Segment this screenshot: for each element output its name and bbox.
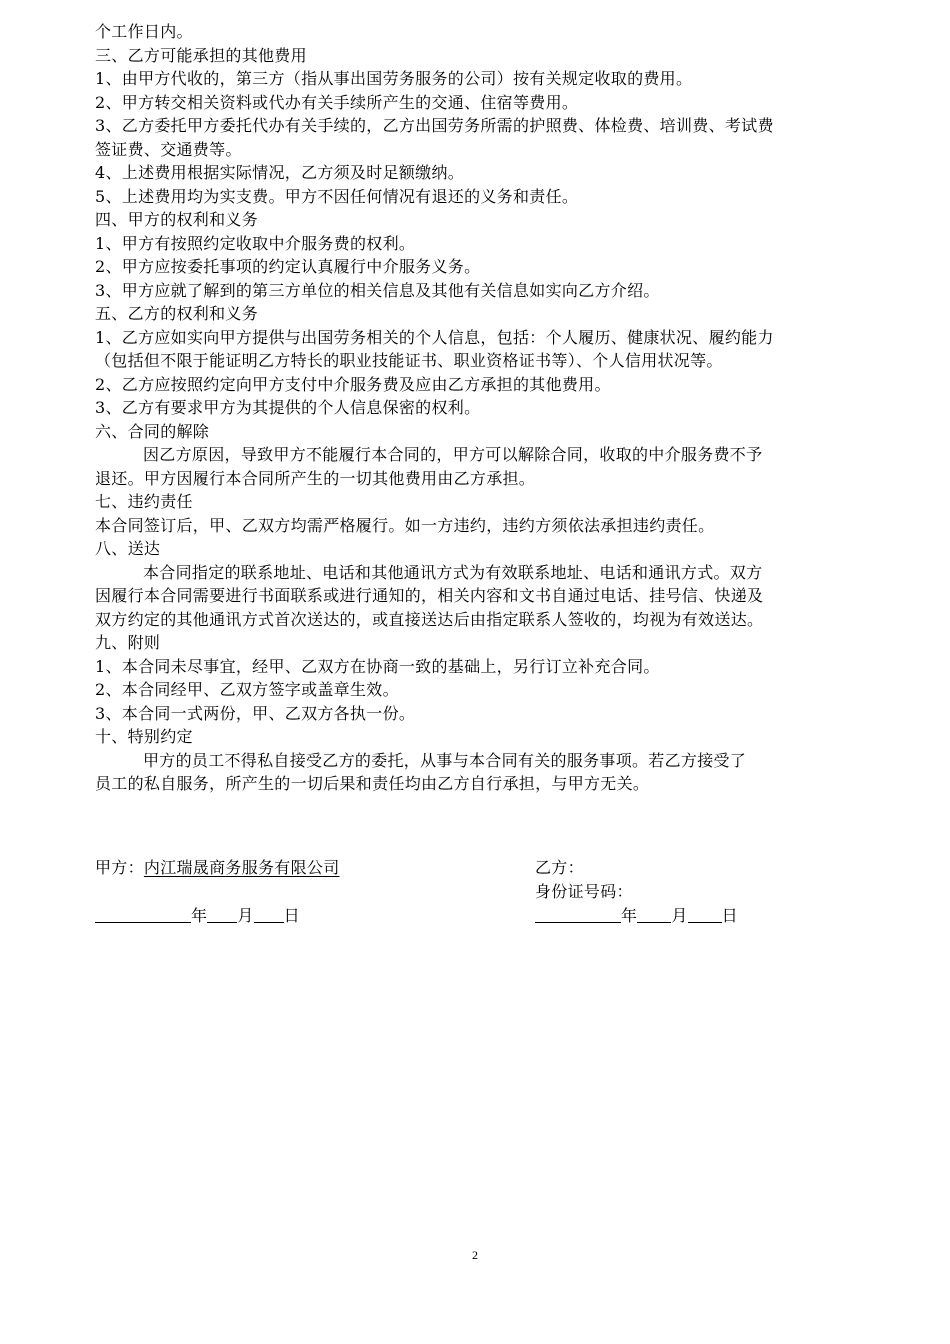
page-number: 2 xyxy=(472,1248,478,1262)
text-line: 1、乙方应如实向甲方提供与出国劳务相关的个人信息，包括：个人履历、健康状况、履约能力 xyxy=(95,327,774,347)
text-line: 3、本合同一式两份，甲、乙双方各执一份。 xyxy=(95,703,416,723)
text-line: 3、乙方有要求甲方为其提供的个人信息保密的权利。 xyxy=(95,398,481,417)
text-line: 员工的私自服务，所产生的一切后果和责任均由乙方自行承担，与甲方无关。 xyxy=(95,774,650,793)
text-line: 1、由甲方代收的，第三方（指从事出国劳务服务的公司）按有关规定收取的费用。 xyxy=(95,69,693,88)
day-label: 日 xyxy=(721,906,738,925)
party-b-signature-block xyxy=(535,856,875,928)
text-line: 退还。甲方因履行本合同所产生的一切其他费用由乙方承担。 xyxy=(95,468,536,488)
party-a-line xyxy=(95,856,455,880)
day-label: 日 xyxy=(283,906,300,925)
month-label: 月 xyxy=(237,906,254,925)
contract-body xyxy=(95,20,875,796)
text-line: 七、违约责任 xyxy=(95,492,193,511)
text-line: 三、乙方可能承担的其他费用 xyxy=(95,45,307,65)
party-a-name: 内江瑞晟商务服务有限公司 xyxy=(143,858,340,877)
party-b-label: 乙方： xyxy=(535,858,584,877)
month-label: 月 xyxy=(671,906,688,925)
party-a-label: 甲方： xyxy=(95,858,144,877)
text-line: 本合同指定的联系地址、电话和其他通讯方式为有效联系地址、电话和通讯方式。双方 xyxy=(143,562,763,582)
text-line: 2、甲方应按委托事项的约定认真履行中介服务义务。 xyxy=(95,257,481,276)
text-line: 本合同签订后，甲、乙双方均需严格履行。如一方违约，违约方须依法承担违约责任。 xyxy=(95,515,715,535)
party-b-date-line xyxy=(535,904,875,928)
text-line: 1、本合同未尽事宜，经甲、乙双方在协商一致的基础上，另行订立补充合同。 xyxy=(95,656,660,676)
text-line: 九、附则 xyxy=(95,633,161,652)
year-label: 年 xyxy=(621,906,638,925)
text-line: 十、特别约定 xyxy=(95,727,193,746)
day-blank xyxy=(688,906,722,923)
text-line: 个工作日内。 xyxy=(95,22,193,41)
day-blank xyxy=(254,906,284,923)
text-line: 4、上述费用根据实际情况，乙方须及时足额缴纳。 xyxy=(95,163,465,182)
text-line: 2、乙方应按照约定向甲方支付中介服务费及应由乙方承担的其他费用。 xyxy=(95,374,611,394)
month-blank xyxy=(207,906,237,923)
text-line: 3、甲方应就了解到的第三方单位的相关信息及其他有关信息如实向乙方介绍。 xyxy=(95,280,660,300)
text-line: 2、甲方转交相关资料或代办有关手续所产生的交通、住宿等费用。 xyxy=(95,92,579,112)
text-line: 八、送达 xyxy=(95,539,161,558)
text-line: 六、合同的解除 xyxy=(95,421,210,441)
text-line: 3、乙方委托甲方委托代办有关手续的，乙方出国劳务所需的护照费、体检费、培训费、考试费 xyxy=(95,116,774,135)
party-a-date-line xyxy=(95,904,455,928)
text-line: （包括但不限于能证明乙方特长的职业技能证书、职业资格证书等）、个人信用状况等。 xyxy=(95,351,723,370)
text-line: 因履行本合同需要进行书面联系或进行通知的，相关内容和文书自通过电话、挂号信、快递及 xyxy=(95,586,764,605)
text-line: 四、甲方的权利和义务 xyxy=(95,210,259,229)
year-blank xyxy=(535,906,621,923)
text-line: 五、乙方的权利和义务 xyxy=(95,304,259,323)
text-line: 签证费、交通费等。 xyxy=(95,139,242,159)
text-line: 甲方的员工不得私自接受乙方的委托，从事与本合同有关的服务事项。若乙方接受了 xyxy=(143,750,747,770)
text-line: 5、上述费用均为实支费。甲方不因任何情况有退还的义务和责任。 xyxy=(95,186,579,206)
text-line: 1、甲方有按照约定收取中介服务费的权利。 xyxy=(95,233,416,253)
text-line: 双方约定的其他通讯方式首次送达的，或直接送达后由指定联系人签收的，均视为有效送达。 xyxy=(95,609,764,629)
party-a-signature-block xyxy=(95,856,455,928)
year-label: 年 xyxy=(191,906,208,925)
year-blank xyxy=(95,906,191,923)
text-line: 2、本合同经甲、乙双方签字或盖章生效。 xyxy=(95,680,399,699)
id-number-label: 身份证号码： xyxy=(535,882,633,901)
month-blank xyxy=(637,906,671,923)
text-line: 因乙方原因，导致甲方不能履行本合同的，甲方可以解除合同，收取的中介服务费不予 xyxy=(143,445,763,464)
